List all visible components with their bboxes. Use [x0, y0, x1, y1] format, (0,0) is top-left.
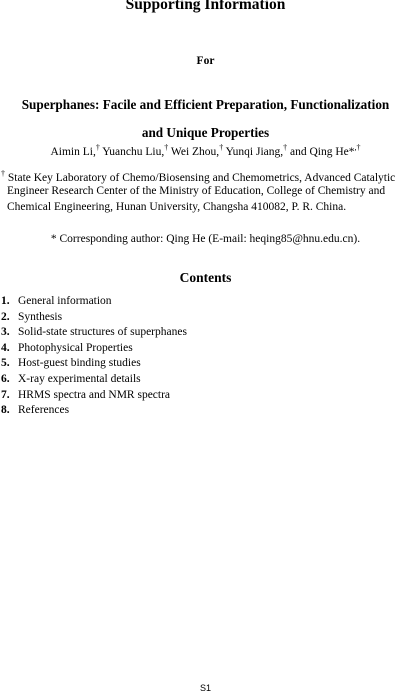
toc-item [1, 325, 361, 341]
toc-item [1, 341, 361, 357]
author-affiliation-mark: ,† [354, 143, 361, 152]
corresponding-author: * Corresponding author: Qing He (E-mail: heqing85@hnu.edu.cn). [50, 233, 361, 245]
contents-heading: Contents [179, 270, 232, 285]
author-name: Yuanchu Liu, [102, 145, 165, 158]
paper-title [0, 91, 411, 147]
affiliation-line-1: † State Key Laboratory of Chemo/Biosensing and Chemometrics, Advanced Catalytic [1, 169, 396, 184]
toc-number: 6. [1, 372, 10, 385]
toc-label: Host-guest binding studies [18, 357, 141, 370]
toc-item [1, 372, 361, 388]
for-label: For [196, 55, 215, 67]
author-name: and Qing He* [290, 145, 355, 158]
toc-item [1, 403, 361, 419]
toc-label: X-ray experimental details [18, 372, 141, 385]
author-name: Aimin Li, [50, 145, 96, 158]
toc-number: 8. [1, 404, 10, 417]
page-title: Supporting Information [125, 0, 286, 13]
toc-number: 7. [1, 388, 10, 401]
toc-label: Photophysical Properties [18, 341, 133, 354]
toc-item [1, 356, 361, 372]
toc-label: References [18, 404, 70, 417]
toc-item [1, 294, 361, 310]
affiliation-mark: † [1, 169, 5, 178]
author-affiliation-mark: † [283, 143, 288, 152]
affiliation-line-3: Chemical Engineering, Hunan University, Changsha 410082, P. R. China. [7, 201, 347, 213]
author-affiliation-mark: † [219, 143, 224, 152]
toc-label: General information [18, 295, 112, 307]
toc-number: 3. [1, 326, 10, 339]
toc-label: Solid-state structures of superphanes [18, 326, 187, 339]
toc-number: 2. [1, 310, 10, 323]
toc-number: 4. [1, 341, 10, 354]
author-list [0, 143, 411, 158]
toc-item [1, 388, 361, 404]
toc-label: Synthesis [18, 310, 63, 323]
toc-item [1, 310, 361, 326]
paper-title-line-1: Superphanes: Facile and Efficient Preparation, Functionalization [21, 97, 390, 112]
author-affiliation-mark: † [95, 143, 100, 152]
author-name: Wei Zhou, [170, 145, 220, 158]
affiliation-line-2: Engineer Research Center of the Ministry of Education, College of Chemistry and [7, 184, 386, 197]
toc-number: 1. [1, 295, 10, 307]
toc-number: 5. [1, 357, 10, 370]
paper-title-line-2: and Unique Properties [141, 125, 270, 140]
table-of-contents [1, 294, 361, 419]
author-name: Yunqi Jiang, [225, 145, 284, 158]
page-number: S1 [199, 683, 211, 693]
toc-label: HRMS spectra and NMR spectra [18, 388, 171, 401]
author-affiliation-mark: † [164, 143, 169, 152]
